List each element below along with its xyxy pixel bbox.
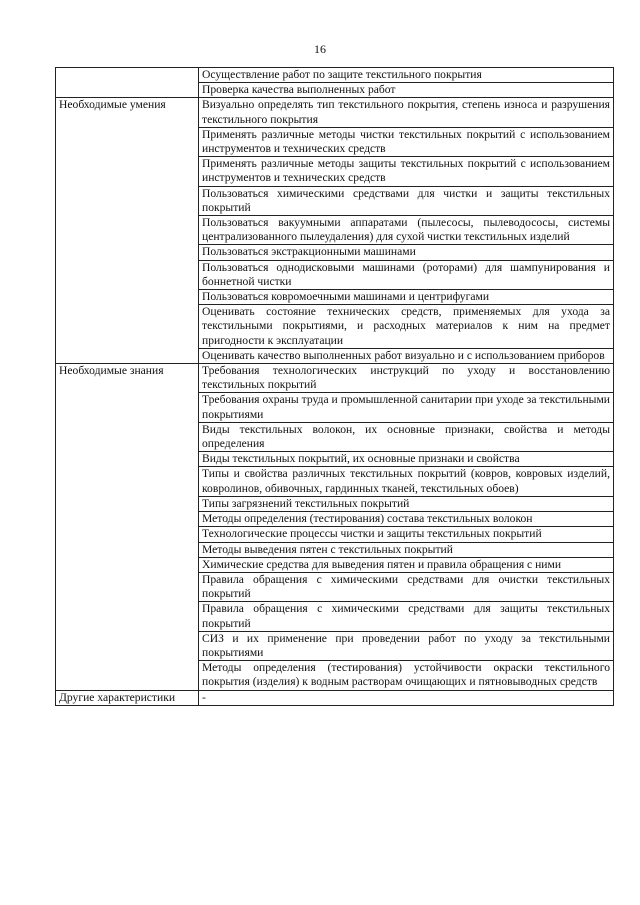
requirement-item: Пользоваться ковромоечными машинами и центрифугами xyxy=(199,290,614,305)
requirement-item: Проверка качества выполненных работ xyxy=(199,83,614,98)
section-label xyxy=(56,68,199,98)
section-label: Другие характеристики xyxy=(56,690,199,705)
requirement-item: Пользоваться однодисковыми машинами (роторами) для шампунирования и боннетной чистки xyxy=(199,260,614,289)
requirement-item: Химические средства для выведения пятен и правила обращения с ними xyxy=(199,557,614,572)
requirement-item: Правила обращения с химическими средствами для очистки текстильных покрытий xyxy=(199,572,614,601)
requirement-item: Пользоваться экстракционными машинами xyxy=(199,245,614,260)
requirement-item: Требования охраны труда и промышленной санитарии при уходе за текстильными покрытиями xyxy=(199,393,614,422)
requirement-item: Методы определения (тестирования) устойчивости окраски текстильного покрытия (изделия) к водным растворам очищающих и пятновыводных средств xyxy=(199,661,614,690)
requirement-item: Применять различные методы чистки текстильных покрытий с использованием инструментов и технических средств xyxy=(199,127,614,156)
requirements-table xyxy=(55,67,614,706)
requirement-item: Требования технологических инструкций по уходу и восстановлению текстильных покрытий xyxy=(199,364,614,393)
requirement-item: СИЗ и их применение при проведении работ по уходу за текстильными покрытиями xyxy=(199,631,614,660)
requirement-item: Осуществление работ по защите текстильного покрытия xyxy=(199,68,614,83)
requirement-item: Правила обращения с химическими средствами для защиты текстильных покрытий xyxy=(199,602,614,631)
table-row xyxy=(56,364,614,393)
requirement-item: Пользоваться химическими средствами для чистки и защиты текстильных покрытий xyxy=(199,186,614,215)
page-number: 16 xyxy=(314,42,326,56)
requirement-item: Типы и свойства различных текстильных покрытий (ковров, ковровых изделий, ковролинов, обивочных, гардинных тканей, текстильных обоев) xyxy=(199,467,614,496)
requirement-item: Визуально определять тип текстильного покрытия, степень износа и разрушения текстильного покрытия xyxy=(199,98,614,127)
requirement-item: - xyxy=(199,690,614,705)
section-label: Необходимые умения xyxy=(56,98,199,364)
section-label: Необходимые знания xyxy=(56,364,199,690)
requirement-item: Типы загрязнений текстильных покрытий xyxy=(199,496,614,511)
requirement-item: Применять различные методы защиты текстильных покрытий с использованием инструментов и технических средств xyxy=(199,157,614,186)
table-row xyxy=(56,68,614,83)
table-row xyxy=(56,690,614,705)
requirement-item: Оценивать качество выполненных работ визуально и с использованием приборов xyxy=(199,348,614,363)
requirement-item: Методы выведения пятен с текстильных покрытий xyxy=(199,542,614,557)
requirement-item: Оценивать состояние технических средств, применяемых для ухода за текстильными покрытиями, и расходных материалов к ним на предмет пригодности к эксплуатации xyxy=(199,305,614,349)
requirement-item: Технологические процессы чистки и защиты текстильных покрытий xyxy=(199,527,614,542)
requirement-item: Виды текстильных покрытий, их основные признаки и свойства xyxy=(199,452,614,467)
requirement-item: Методы определения (тестирования) состава текстильных волокон xyxy=(199,512,614,527)
requirement-item: Пользоваться вакуумными аппаратами (пылесосы, пылеводососы, системы централизованного пылеудаления) для сухой чистки текстильных изделий xyxy=(199,216,614,245)
table-row xyxy=(56,98,614,127)
requirement-item: Виды текстильных волокон, их основные признаки, свойства и методы определения xyxy=(199,422,614,451)
